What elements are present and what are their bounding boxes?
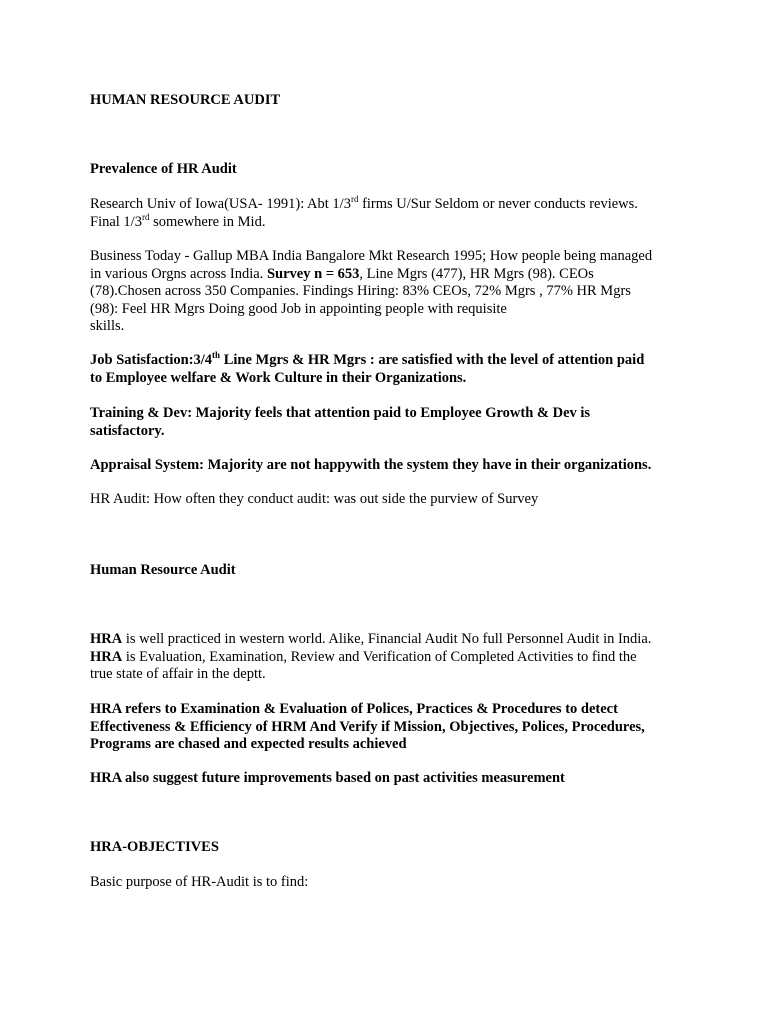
training-paragraph: [90, 405, 680, 440]
hra-line-3: true state of affair in the deptt.: [90, 666, 266, 682]
training-line-2: satisfactory.: [90, 422, 165, 439]
business-today-line-2: in various Orgns across India. Survey n = 653, Line Mgrs (477), HR Mgrs (98). CEOs: [90, 265, 594, 282]
section-title-human-resource-audit: Human Resource Audit: [90, 562, 236, 578]
survey-count: Survey n = 653: [266, 265, 360, 282]
hra-line-2: HRA is Evaluation, Examination, Review and Verification of Completed Activities to find the: [90, 648, 637, 665]
hra-definition-paragraph: [90, 631, 680, 684]
business-today-line-4: (98): Feel HR Mgrs Doing good Job in appointing people with requisite: [90, 300, 507, 317]
training-line-1: Training & Dev: Majority feels that attention paid to Employee Growth & Dev is: [90, 405, 591, 421]
job-satisfaction-line-1: Job Satisfaction:3/4th Line Mgrs & HR Mgrs : are satisfied with the level of attention paid: [90, 350, 645, 368]
appraisal-paragraph: Appraisal System: Majority are not happywith the system they have in their organizations.: [90, 457, 652, 473]
business-today-line-1: Business Today - Gallup MBA India Bangalore Mkt Research 1995; How people being managed: [90, 248, 653, 264]
hra-refers-line-2: Effectiveness & Efficiency of HRM And Verify if Mission, Objectives, Polices, Procedures,: [90, 718, 645, 735]
hra-line-1: HRA is well practiced in western world. Alike, Financial Audit No full Personnel Audit in India.: [90, 631, 652, 647]
iowa-line-2: Final 1/3rd somewhere in Mid.: [90, 211, 266, 230]
hr-audit-frequency-paragraph: HR Audit: How often they conduct audit: was out side the purview of Survey: [90, 491, 539, 507]
job-satisfaction-line-2: to Employee welfare & Work Culture in their Organizations.: [90, 369, 467, 386]
hra-objectives-heading: HRA-OBJECTIVES: [90, 839, 219, 855]
hra-refers-paragraph: [90, 701, 680, 754]
document-title: HUMAN RESOURCE AUDIT: [90, 92, 281, 108]
business-today-paragraph: [90, 248, 680, 336]
hra-refers-line-3: Programs are chased and expected results achieved: [90, 736, 407, 752]
business-today-line-3: (78).Chosen across 350 Companies. Findings Hiring: 83% CEOs, 72% Mgrs , 77% HR Mgrs: [90, 283, 631, 299]
hra-suggest-paragraph: HRA also suggest future improvements based on past activities measurement: [90, 770, 565, 786]
basic-purpose-paragraph: Basic purpose of HR-Audit is to find:: [90, 874, 309, 890]
job-satisfaction-paragraph: [90, 352, 680, 387]
prevalence-heading: Prevalence of HR Audit: [90, 161, 237, 177]
iowa-line-1: Research Univ of Iowa(USA- 1991): Abt 1/3rd firms U/Sur Seldom or never conducts reviews.: [90, 194, 638, 212]
business-today-line-5: skills.: [90, 318, 125, 334]
hra-refers-line-1: HRA refers to Examination & Evaluation of Polices, Practices & Procedures to detect: [90, 701, 618, 717]
iowa-research-paragraph: [90, 196, 680, 231]
